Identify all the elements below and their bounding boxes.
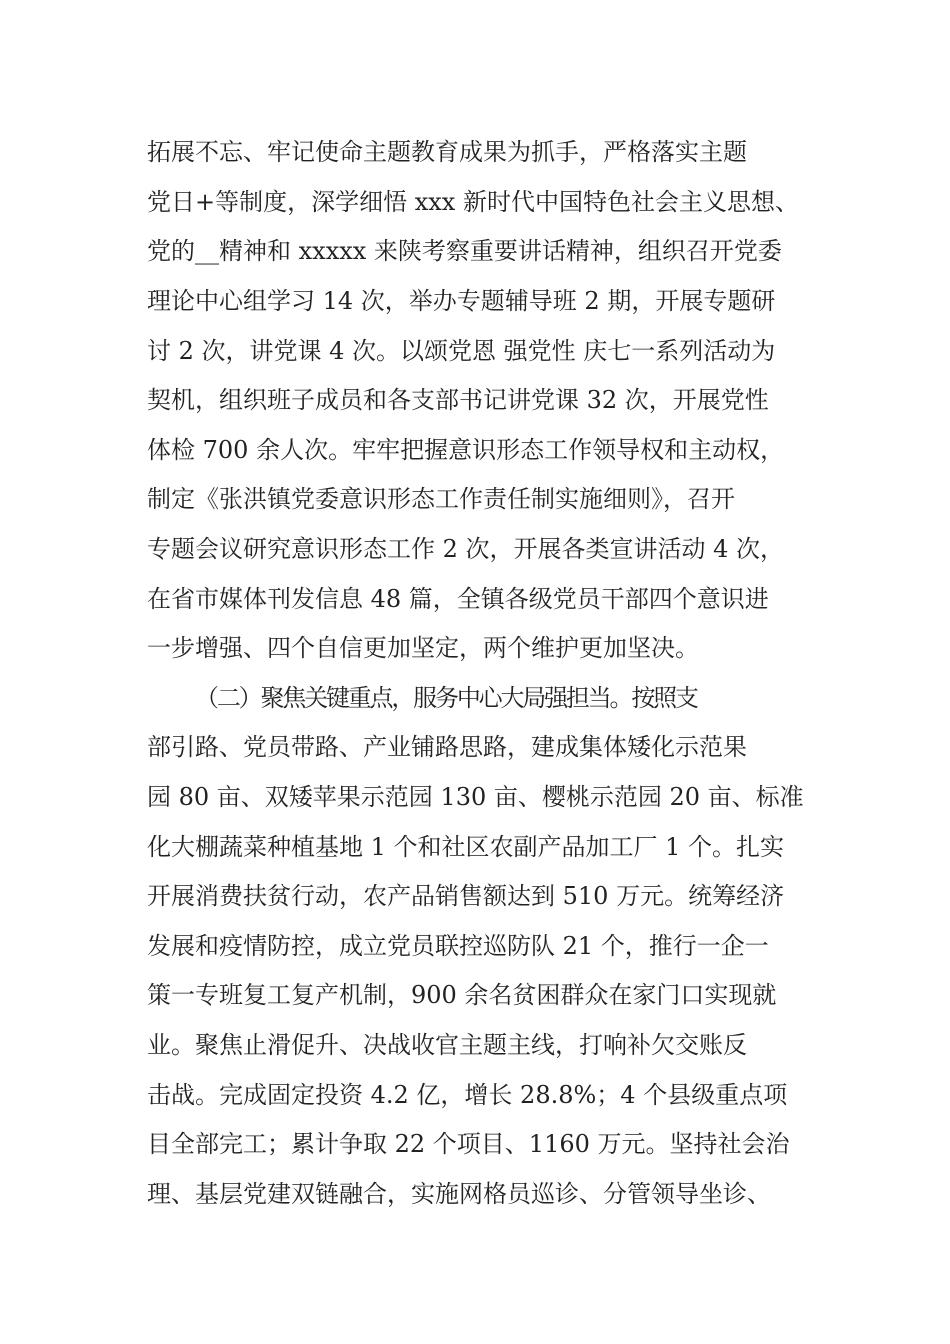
text-line: 业。聚焦止滑促升、决战收官主题主线，打响补欠交账反: [147, 1031, 747, 1059]
text-line: 一步增强、四个自信更加坚定，两个维护更加坚决。: [147, 634, 699, 662]
text-line: 在省市媒体刊发信息 48 篇，全镇各级党员干部四个意识进: [147, 585, 769, 613]
text-line: 化大棚蔬菜种植基地 1 个和社区农副产品加工厂 1 个。扎实: [147, 833, 785, 861]
text-line: 击战。完成固定投资 4.2 亿，增长 28.8%；4 个县级重点项: [147, 1081, 788, 1109]
text-line: 目全部完工；累计争取 22 个项目、1160 万元。坚持社会治: [147, 1130, 790, 1158]
text-line: 部引路、党员带路、产业铺路思路，建成集体矮化示范果: [147, 733, 747, 761]
text-line: 党日+等制度，深学细悟 xxx 新时代中国特色社会主义思想、: [147, 188, 799, 216]
text-line: 契机，组织班子成员和各支部书记讲党课 32 次，开展党性: [147, 386, 769, 414]
text-line: 讨 2 次，讲党课 4 次。以颂党恩 强党性 庆七一系列活动为: [147, 337, 776, 365]
text-line: 园 80 亩、双矮苹果示范园 130 亩、樱桃示范园 20 亩、标准: [147, 783, 804, 811]
text-line: 开展消费扶贫行动，农产品销售额达到 510 万元。统筹经济: [147, 882, 785, 910]
text-line: 制定《张洪镇党委意识形态工作责任制实施细则》，召开: [147, 485, 735, 513]
text-line: 拓展不忘、牢记使命主题教育成果为抓手，严格落实主题: [147, 138, 747, 166]
text-line: 专题会议研究意识形态工作 2 次，开展各类宣讲活动 4 次，: [147, 535, 785, 563]
text-line: 策一专班复工复产机制，900 余名贫困群众在家门口实现就: [147, 981, 777, 1009]
text-line: 发展和疫情防控，成立党员联控巡防队 21 个，推行一企一: [147, 932, 769, 960]
text-line: 体检 700 余人次。牢牢把握意识形态工作领导权和主动权，: [147, 436, 785, 464]
text-line: 理论中心组学习 14 次，举办专题辅导班 2 期，开展专题研: [147, 287, 776, 315]
text-line: 党的__精神和 xxxxx 来陕考察重要讲话精神，组织召开党委: [147, 237, 782, 265]
section-heading-line: （二）聚焦关键重点，服务中心大局强担当。按照支: [195, 684, 697, 712]
text-line: 理、基层党建双链融合，实施网格员巡诊、分管领导坐诊、: [147, 1180, 771, 1208]
